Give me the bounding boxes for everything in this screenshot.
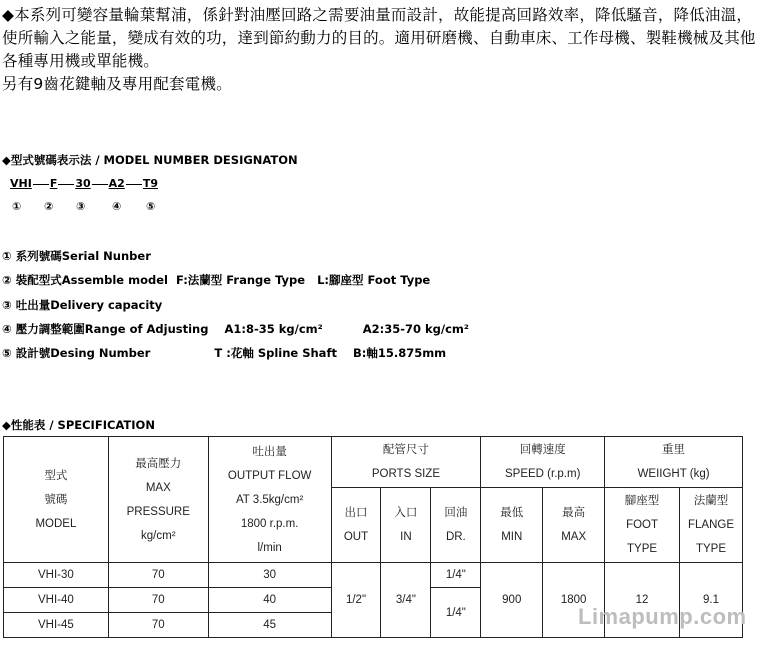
header-flow-unit: l/min <box>257 541 282 554</box>
header-pressure <box>108 437 208 563</box>
cell-max: 1800 <box>543 563 605 638</box>
definition-marker: ① <box>2 249 12 263</box>
header-ports-zh: 配管尺寸 <box>382 444 429 456</box>
definition-5 <box>2 345 446 361</box>
header-flange-en1: FLANGE <box>687 519 734 531</box>
header-in <box>381 488 431 563</box>
header-flow-zh: 吐出量 <box>252 445 287 458</box>
definition-text: 壓力調整範圍Range of Adjusting A1:8-35 kg/cm² A2:35-70 kg/cm² <box>15 322 469 336</box>
header-foot-zh: 腳座型 <box>624 495 660 507</box>
code-part-design: T9 <box>142 177 158 190</box>
cell-pressure: 70 <box>108 563 208 588</box>
definition-marker: ② <box>2 273 12 287</box>
cell-min: 900 <box>481 563 543 638</box>
code-part-delivery: 30 <box>75 177 91 190</box>
header-foot <box>605 488 680 563</box>
header-weight-zh: 重里 <box>662 444 686 456</box>
header-dr <box>431 488 481 563</box>
header-speed <box>481 437 605 488</box>
header-out-zh: 出口 <box>344 507 368 519</box>
header-speed-en: SPEED (r.p.m) <box>505 468 581 480</box>
header-model-zh2: 號碼 <box>44 493 68 506</box>
header-flange-en2: TYPE <box>695 543 727 555</box>
header-flow-rpm: 1800 r.p.m. <box>240 517 299 530</box>
cell-model: VHI-45 <box>4 613 109 638</box>
cell-in: 3/4" <box>381 563 431 638</box>
header-model <box>4 437 109 563</box>
cell-model: VHI-40 <box>4 588 109 613</box>
cell-model: VHI-30 <box>4 563 109 588</box>
header-foot-en1: FOOT <box>626 519 659 531</box>
header-foot-en2: TYPE <box>627 543 658 555</box>
definition-marker: ③ <box>2 298 12 312</box>
header-dr-en: DR. <box>445 531 466 543</box>
definition-3 <box>2 297 162 313</box>
header-model-zh1: 型式 <box>44 469 68 482</box>
header-out-en: OUT <box>343 531 369 543</box>
definition-text: 吐出量Delivery capacity <box>15 298 163 312</box>
header-max <box>543 488 605 563</box>
marker-4: ④ <box>112 200 122 213</box>
header-flow-condition: AT 3.5kg/cm² <box>235 493 304 506</box>
code-index-markers <box>0 200 200 216</box>
code-part-assembly: F <box>49 177 58 190</box>
intro-line-2: 另有9齒花鍵軸及專用配套電機。 <box>2 75 232 93</box>
cell-flange: 9.1 <box>680 563 743 638</box>
header-in-en: IN <box>400 531 412 543</box>
model-code-example <box>10 177 158 190</box>
cell-pressure: 70 <box>108 588 208 613</box>
definition-2 <box>2 272 430 288</box>
cell-dr-bottom: 1/4" <box>431 588 481 638</box>
intro-line-1: ◆本系列可變容量輪葉幫浦，係針對油壓回路之需要油量而設計，故能提高回路效率，降低騷音，降低油溫，使所輸入之能量，變成有效的功，達到節約動力的目的。適用研磨機、自動車床、工作母機、製鞋機械及其他各種專用機或單能機。 <box>2 6 756 70</box>
definition-text: 設計號Desing Number T :花軸 Spline Shaft B:軸15.875mm <box>15 346 447 360</box>
header-max-zh: 最高 <box>562 507 586 519</box>
marker-2: ② <box>44 200 54 213</box>
header-row-1 <box>4 437 743 488</box>
definition-4 <box>2 321 469 337</box>
cell-flow: 30 <box>208 563 331 588</box>
definition-marker: ④ <box>2 322 12 336</box>
header-ports <box>331 437 481 488</box>
header-pressure-unit: kg/cm² <box>141 529 176 542</box>
spec-section-title: ◆性能表 / SPECIFICATION <box>2 418 155 432</box>
code-part-pressure: A2 <box>108 177 125 190</box>
header-ports-en: PORTS SIZE <box>371 468 441 480</box>
cell-flow: 40 <box>208 588 331 613</box>
definition-marker: ⑤ <box>2 346 12 360</box>
header-pressure-en2: PRESSURE <box>126 505 190 518</box>
header-model-en: MODEL <box>35 517 77 530</box>
cell-dr-top: 1/4" <box>431 563 481 588</box>
header-flange <box>680 488 743 563</box>
cell-pressure: 70 <box>108 613 208 638</box>
definition-1 <box>2 248 151 264</box>
watermark: Limapump.com <box>578 604 747 629</box>
cell-foot: 12 <box>605 563 680 638</box>
marker-1: ① <box>12 200 22 213</box>
header-dr-zh: 回油 <box>444 507 468 519</box>
intro-text <box>2 4 756 96</box>
header-weight <box>605 437 743 488</box>
header-min <box>481 488 543 563</box>
header-min-zh: 最低 <box>500 507 524 519</box>
header-out <box>331 488 381 563</box>
header-min-en: MIN <box>501 531 523 543</box>
header-max-en: MAX <box>561 531 587 543</box>
cell-out: 1/2" <box>331 563 381 638</box>
marker-3: ③ <box>76 200 86 213</box>
marker-5: ⑤ <box>146 200 156 213</box>
code-part-series: VHI <box>10 177 32 190</box>
model-section-title: ◆型式號碼表示法 / MODEL NUMBER DESIGNATON <box>2 153 298 167</box>
header-flow-en: OUTPUT FLOW <box>227 469 312 482</box>
table-row <box>4 563 743 588</box>
definition-text: 裝配型式Assemble model F:法蘭型 Frange Type L:腳座型 Foot Type <box>15 273 431 287</box>
header-flange-zh: 法蘭型 <box>693 495 729 507</box>
header-in-zh: 入口 <box>394 507 418 519</box>
header-pressure-zh: 最高壓力 <box>135 457 182 470</box>
header-pressure-en1: MAX <box>145 481 171 494</box>
header-speed-zh: 回轉速度 <box>519 444 566 456</box>
cell-flow: 45 <box>208 613 331 638</box>
definition-text: 系列號碼Serial Nunber <box>15 249 151 263</box>
header-flow <box>208 437 331 563</box>
header-weight-en: WEIIGHT (kg) <box>637 468 710 480</box>
